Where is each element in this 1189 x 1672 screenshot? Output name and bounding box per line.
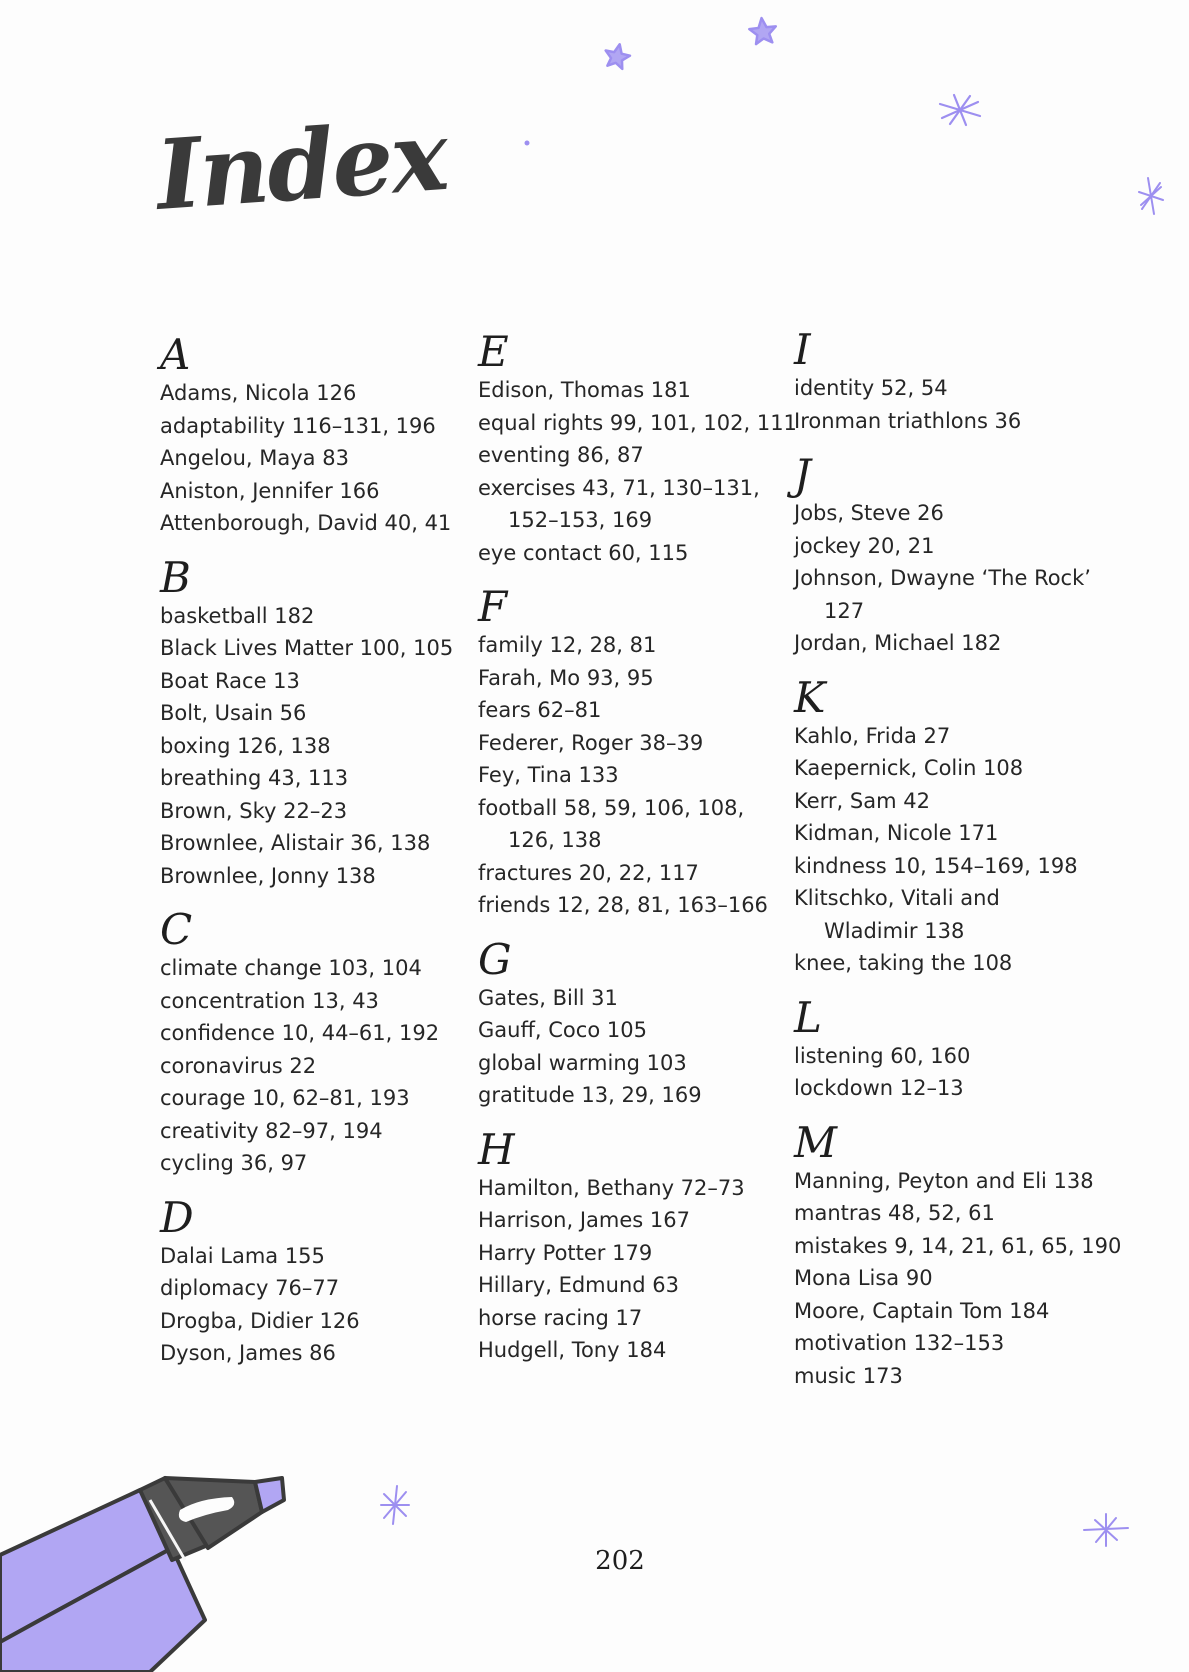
entry-text: gratitude 13, 29, 169 xyxy=(478,1083,702,1107)
entry-text: Manning, Peyton and Eli 138 xyxy=(794,1168,1094,1193)
entry-text: climate change 103, 104 xyxy=(160,956,422,980)
index-entry xyxy=(478,472,783,537)
section-letter: G xyxy=(478,934,512,984)
page-title: Index xyxy=(152,99,450,232)
index-entry xyxy=(478,759,783,792)
index-entry xyxy=(160,1017,465,1050)
section-letter: M xyxy=(794,1117,838,1167)
section-letter: E xyxy=(478,327,509,376)
entry-text: music 173 xyxy=(794,1363,903,1388)
index-entry xyxy=(160,1337,465,1370)
section-letter: D xyxy=(160,1192,194,1242)
letter-group xyxy=(478,327,797,569)
entry-continuation: 126, 138 xyxy=(508,828,602,852)
index-entry xyxy=(160,600,465,633)
index-entry xyxy=(478,1047,783,1080)
index-entry xyxy=(478,374,783,407)
entry-text: Aniston, Jennifer 166 xyxy=(160,478,380,503)
entry-text: Kahlo, Frida 27 xyxy=(794,723,951,748)
entry-text: horse racing 17 xyxy=(478,1305,643,1330)
index-entry xyxy=(478,537,783,570)
index-entry xyxy=(160,632,465,665)
letter-group xyxy=(794,450,1099,660)
index-entry xyxy=(160,1240,465,1273)
asterisk-sparkle-icon xyxy=(381,1486,409,1524)
index-entry xyxy=(160,1147,465,1180)
section-letter: A xyxy=(160,330,191,379)
index-entry xyxy=(160,860,465,893)
index-entry xyxy=(478,629,783,662)
index-entry xyxy=(478,1269,783,1302)
section-letter: J xyxy=(794,450,811,499)
letter-group xyxy=(478,582,783,922)
index-entry xyxy=(478,407,797,440)
index-entry xyxy=(160,762,465,795)
entry-text: Farah, Mo 93, 95 xyxy=(478,665,654,690)
entry-text: Johnson, Dwayne ‘The Rock’ xyxy=(794,566,1091,590)
letter-group xyxy=(478,1124,783,1367)
entry-text: Jordan, Michael 182 xyxy=(794,631,1002,655)
page-number: 202 xyxy=(595,1546,645,1576)
index-entry xyxy=(478,1014,783,1047)
entry-text: lockdown 12–13 xyxy=(794,1076,964,1100)
index-entry xyxy=(794,752,1099,785)
index-column xyxy=(794,325,1122,1408)
asterisk-sparkle-icon xyxy=(940,95,980,125)
letter-group xyxy=(160,1192,465,1370)
entry-text: Moore, Captain Tom 184 xyxy=(794,1298,1050,1323)
index-entry xyxy=(478,662,783,695)
index-entry xyxy=(794,1327,1099,1360)
index-entry xyxy=(478,792,783,857)
index-entry xyxy=(478,1204,783,1237)
index-entry xyxy=(794,850,1099,883)
index-entry xyxy=(794,785,1099,818)
asterisk-sparkle-icon xyxy=(1084,1514,1128,1546)
entry-text: mantras 48, 52, 61 xyxy=(794,1201,995,1225)
index-entry xyxy=(160,952,465,985)
entry-text: eventing 86, 87 xyxy=(478,443,644,467)
index-column xyxy=(160,330,465,1386)
entry-text: identity 52, 54 xyxy=(794,376,948,400)
letter-group xyxy=(794,325,1099,437)
entry-text: motivation 132–153 xyxy=(794,1331,1005,1355)
index-entry xyxy=(160,1272,465,1305)
entry-text: football 58, 59, 106, 108, xyxy=(478,795,745,820)
index-entry xyxy=(794,817,1099,850)
entry-text: Hudgell, Tony 184 xyxy=(478,1338,667,1362)
entry-text: concentration 13, 43 xyxy=(160,988,379,1013)
section-letter: L xyxy=(794,992,822,1042)
index-entry xyxy=(794,1262,1099,1295)
entry-text: Ironman triathlons 36 xyxy=(794,408,1022,433)
entry-text: exercises 43, 71, 130–131, xyxy=(478,475,760,500)
entry-text: Dyson, James 86 xyxy=(160,1341,336,1365)
index-entry xyxy=(794,562,1099,627)
letter-group xyxy=(160,905,465,1180)
entry-text: listening 60, 160 xyxy=(794,1043,971,1068)
entry-text: Brownlee, Alistair 36, 138 xyxy=(160,831,431,855)
index-entry xyxy=(160,665,465,698)
index-entry xyxy=(794,1360,1099,1393)
asterisk-sparkle-icon xyxy=(1139,178,1163,214)
section-letter: B xyxy=(160,552,191,602)
entry-text: Federer, Roger 38–39 xyxy=(478,730,704,755)
index-entry xyxy=(160,827,465,860)
letter-group xyxy=(478,934,783,1112)
entry-text: Dalai Lama 155 xyxy=(160,1243,325,1268)
index-entry xyxy=(478,727,783,760)
index-entry xyxy=(160,730,465,763)
index-entry xyxy=(478,1237,783,1270)
entry-continuation: 152–153, 169 xyxy=(508,508,653,532)
index-entry xyxy=(794,1072,1099,1105)
entry-text: Kidman, Nicole 171 xyxy=(794,821,999,845)
index-entry xyxy=(478,1334,783,1367)
entry-text: eye contact 60, 115 xyxy=(478,540,689,565)
entry-text: Hamilton, Bethany 72–73 xyxy=(478,1175,745,1200)
index-entry xyxy=(160,985,465,1018)
section-letter: I xyxy=(794,325,811,374)
index-entry xyxy=(794,1295,1099,1328)
entry-text: adaptability 116–131, 196 xyxy=(160,413,436,438)
entry-text: breathing 43, 113 xyxy=(160,766,349,790)
entry-text: Attenborough, David 40, 41 xyxy=(160,511,452,535)
index-entry xyxy=(794,720,1099,753)
entry-text: creativity 82–97, 194 xyxy=(160,1118,383,1143)
entry-text: Edison, Thomas 181 xyxy=(478,378,691,402)
index-entry xyxy=(160,697,465,730)
index-entry xyxy=(794,882,1099,947)
letter-group xyxy=(794,992,1099,1105)
index-entry xyxy=(478,889,783,922)
entry-text: mistakes 9, 14, 21, 61, 65, 190 xyxy=(794,1233,1122,1258)
section-letter: K xyxy=(794,672,826,722)
entry-text: Kerr, Sam 42 xyxy=(794,788,930,813)
entry-text: Kaepernick, Colin 108 xyxy=(794,756,1024,780)
index-entry xyxy=(794,1165,1099,1198)
entry-text: Gauff, Coco 105 xyxy=(478,1018,647,1042)
index-entry xyxy=(478,1302,783,1335)
entry-text: Harry Potter 179 xyxy=(478,1240,653,1265)
entry-text: Mona Lisa 90 xyxy=(794,1266,933,1290)
index-entry xyxy=(794,947,1099,980)
entry-text: Hillary, Edmund 63 xyxy=(478,1273,679,1297)
entry-text: diplomacy 76–77 xyxy=(160,1276,340,1300)
index-entry xyxy=(794,1040,1099,1073)
letter-group xyxy=(160,330,465,540)
index-entry xyxy=(160,795,465,828)
entry-text: Black Lives Matter 100, 105 xyxy=(160,636,454,660)
entry-text: coronavirus 22 xyxy=(160,1053,317,1078)
letter-group xyxy=(794,1117,1122,1393)
entry-text: cycling 36, 97 xyxy=(160,1151,308,1175)
index-entry xyxy=(478,857,783,890)
entry-text: fractures 20, 22, 117 xyxy=(478,860,699,885)
index-entry xyxy=(478,1172,783,1205)
entry-text: Harrison, James 167 xyxy=(478,1208,690,1232)
index-entry xyxy=(478,439,783,472)
entry-text: confidence 10, 44–61, 192 xyxy=(160,1021,440,1045)
dot-icon xyxy=(525,141,530,146)
index-entry xyxy=(794,372,1099,405)
section-letter: H xyxy=(478,1124,515,1174)
index-entry xyxy=(478,1079,783,1112)
entry-text: Adams, Nicola 126 xyxy=(160,381,357,405)
section-letter: C xyxy=(160,905,193,954)
letter-group xyxy=(794,672,1099,980)
star-icon xyxy=(748,17,777,45)
letter-group xyxy=(160,552,465,893)
index-entry xyxy=(160,1305,465,1338)
entry-continuation: Wladimir 138 xyxy=(824,918,965,943)
index-entry xyxy=(794,1197,1099,1230)
index-entry xyxy=(160,507,465,540)
index-entry xyxy=(794,497,1099,530)
index-entry xyxy=(794,627,1099,660)
entry-text: knee, taking the 108 xyxy=(794,951,1013,975)
entry-text: Boat Race 13 xyxy=(160,668,300,693)
entry-continuation: 127 xyxy=(824,598,865,623)
entry-text: Fey, Tina 133 xyxy=(478,763,619,787)
index-entry xyxy=(794,530,1099,563)
entry-text: Bolt, Usain 56 xyxy=(160,701,307,725)
entry-text: equal rights 99, 101, 102, 111 xyxy=(478,410,797,435)
entry-text: basketball 182 xyxy=(160,603,315,628)
entry-text: global warming 103 xyxy=(478,1050,687,1075)
index-entry xyxy=(160,1082,465,1115)
entry-text: family 12, 28, 81 xyxy=(478,633,657,657)
index-entry xyxy=(160,475,465,508)
index-entry xyxy=(794,1230,1122,1263)
entry-text: Brownlee, Jonny 138 xyxy=(160,863,376,888)
index-entry xyxy=(794,405,1099,438)
entry-text: Angelou, Maya 83 xyxy=(160,446,349,470)
entry-text: courage 10, 62–81, 193 xyxy=(160,1086,410,1110)
index-entry xyxy=(160,377,465,410)
index-entry xyxy=(160,1115,465,1148)
index-entry xyxy=(478,694,783,727)
entry-text: Gates, Bill 31 xyxy=(478,985,618,1010)
entry-text: Klitschko, Vitali and xyxy=(794,886,1000,910)
entry-text: friends 12, 28, 81, 163–166 xyxy=(478,893,768,917)
index-entry xyxy=(160,410,465,443)
entry-text: jockey 20, 21 xyxy=(794,533,935,558)
index-entry xyxy=(478,982,783,1015)
index-entry xyxy=(160,442,465,475)
entry-text: Brown, Sky 22–23 xyxy=(160,798,348,823)
star-icon xyxy=(603,42,632,70)
entry-text: kindness 10, 154–169, 198 xyxy=(794,853,1078,878)
index-column xyxy=(478,327,797,1383)
index-entry xyxy=(160,1050,465,1083)
entry-text: Drogba, Didier 126 xyxy=(160,1308,360,1333)
section-letter: F xyxy=(478,582,508,631)
entry-text: fears 62–81 xyxy=(478,698,602,722)
entry-text: Jobs, Steve 26 xyxy=(794,501,944,525)
highlighter-marker-icon xyxy=(0,1478,284,1672)
entry-text: boxing 126, 138 xyxy=(160,733,331,758)
